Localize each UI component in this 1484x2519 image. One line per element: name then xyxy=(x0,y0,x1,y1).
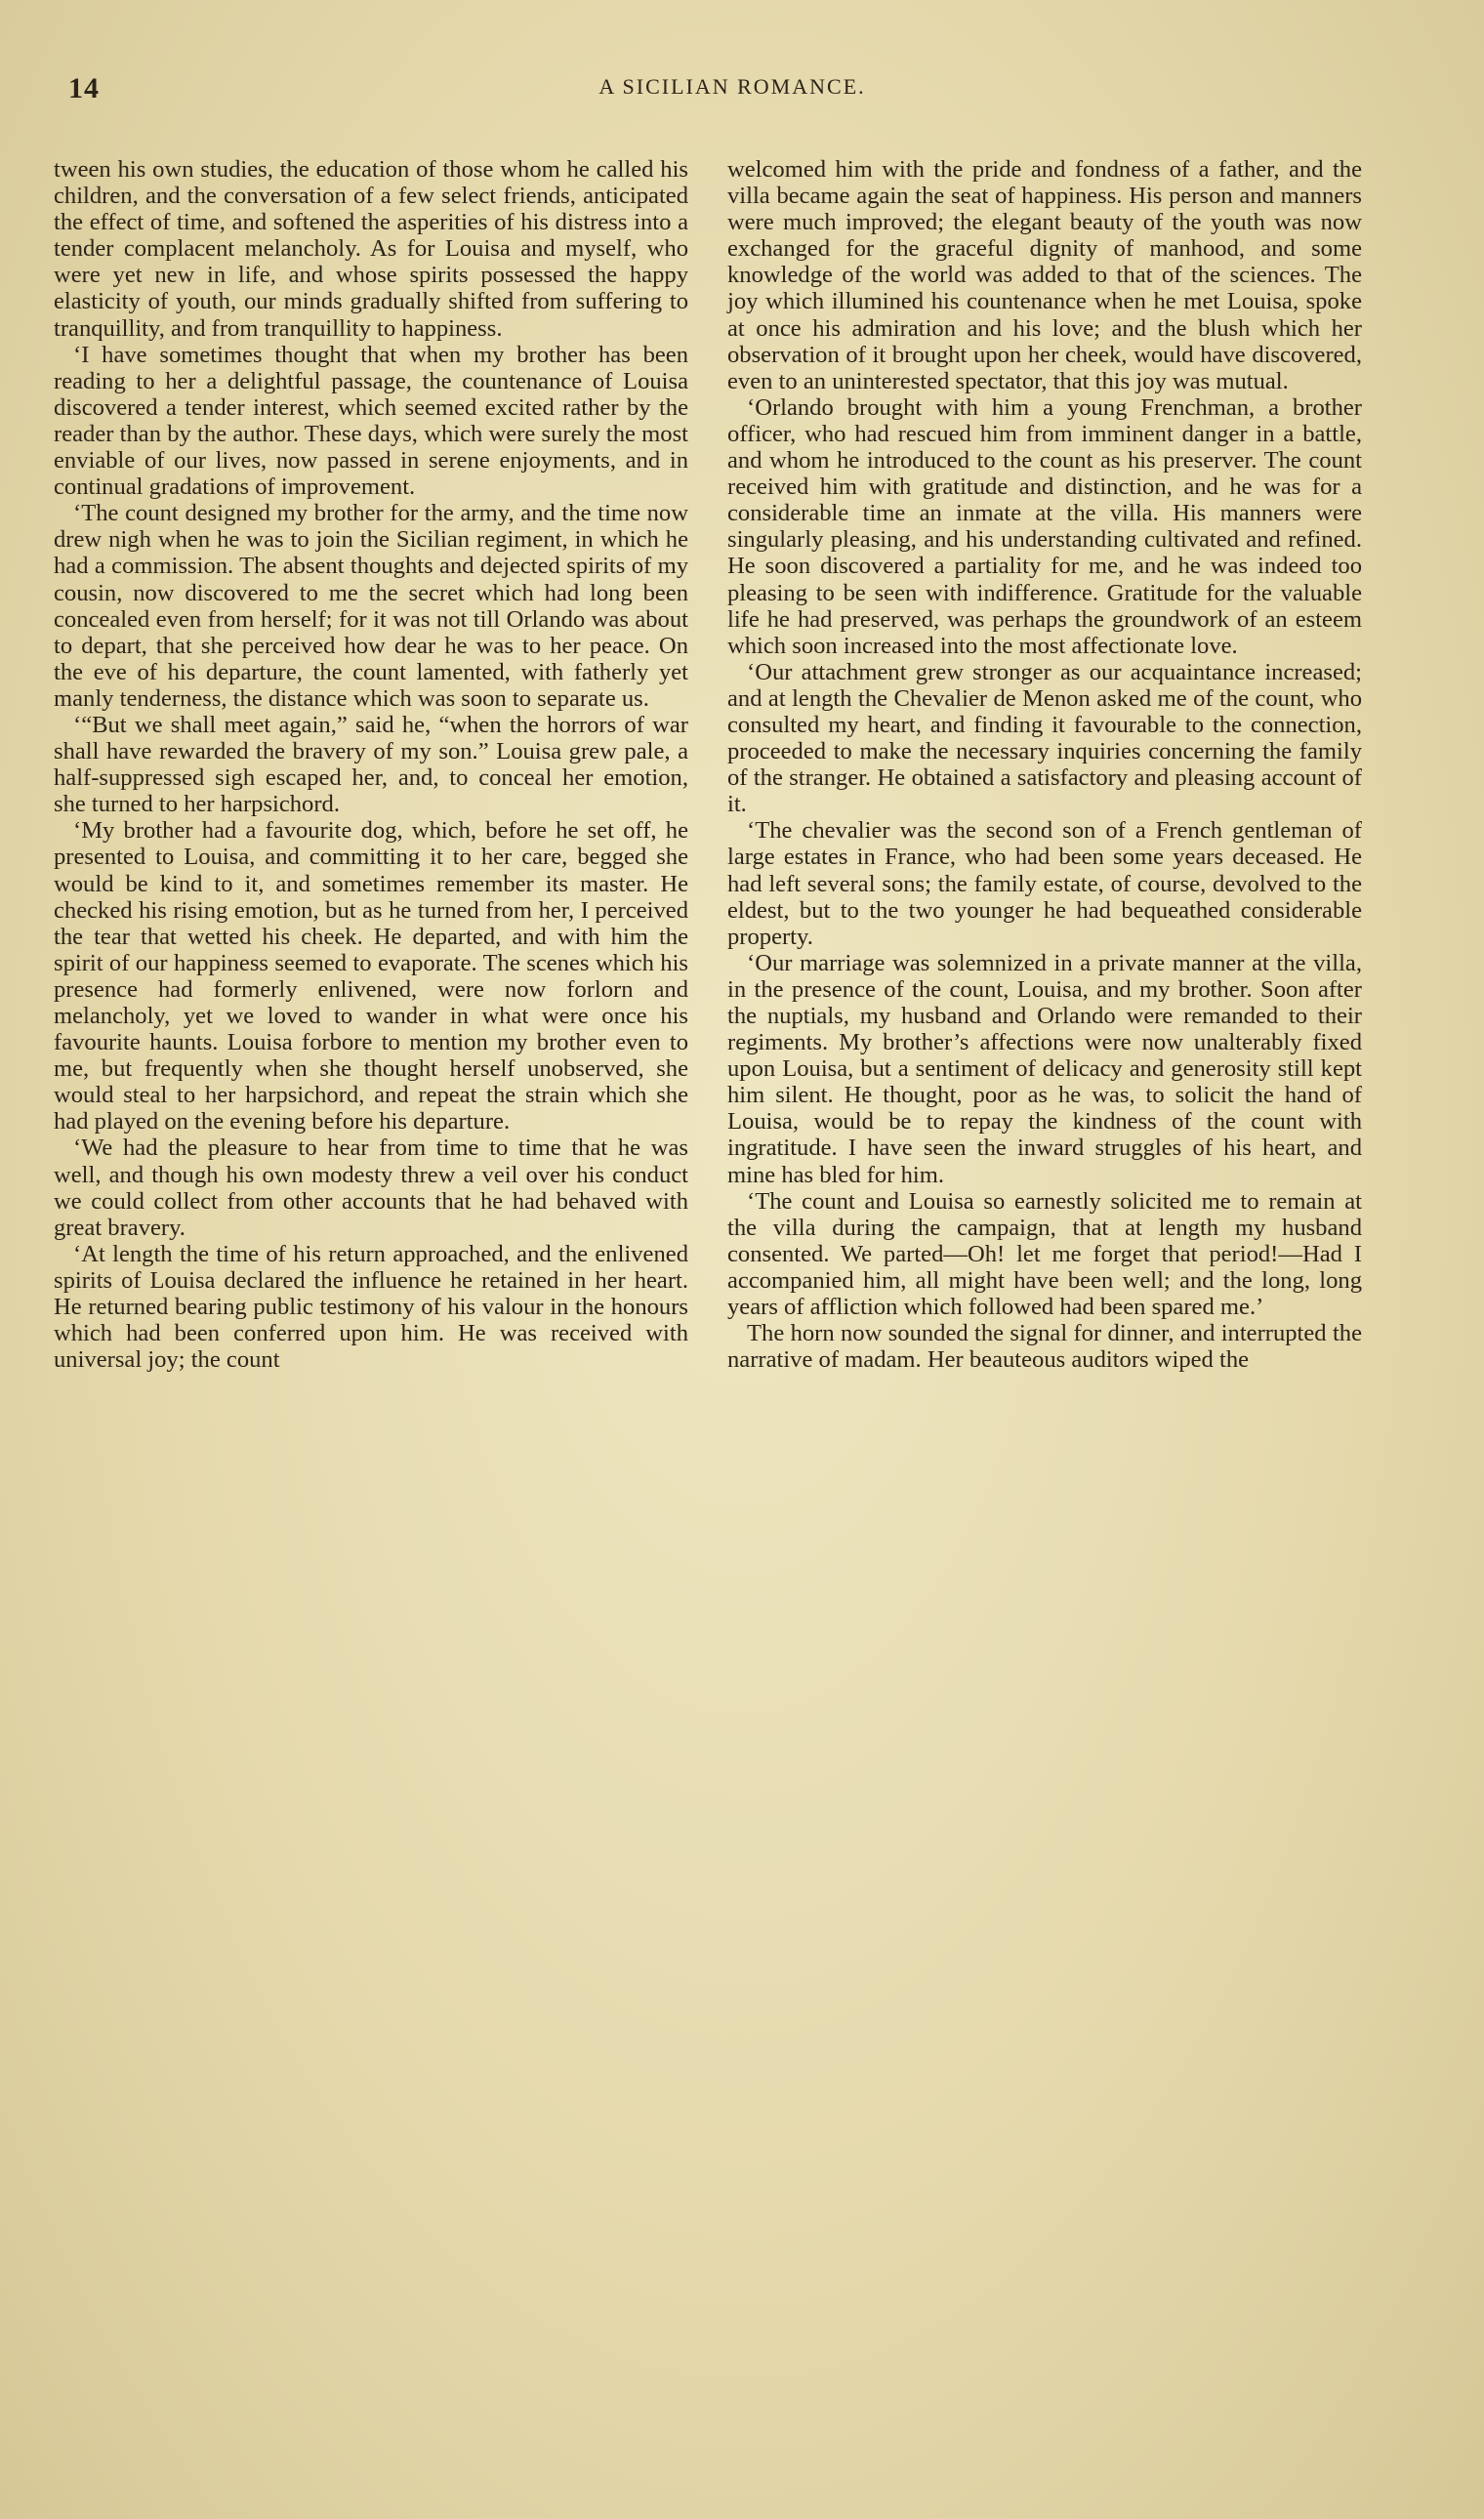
left-column xyxy=(54,156,688,1373)
paragraph: ‘My brother had a favourite dog, which, before he set off, he presented to Louisa, and committing it to her care, begged she would be kind to it, and sometimes remember its master. He checked his rising emotion, but as he turned from her, I perceived the tear that wetted his cheek. He departed, and with him the spirit of our happiness seemed to evaporate. The scenes which his presence had formerly enlivened, were now forlorn and melancholy, yet we loved to wander in what were once his favourite haunts. Louisa forbore to mention my brother even to me, but frequently when she thought herself unobserved, she would steal to her harpsichord, and repeat the strain which she had played on the evening before his departure. xyxy=(54,817,688,1136)
paragraph: welcomed him with the pride and fondness of a father, and the villa became again the seat of happiness. His person and manners were much improved; the elegant beauty of the youth was now exchanged for the graceful dignity of manhood, and some knowledge of the world was added to that of the sciences. The joy which illumined his countenance when he met Louisa, spoke at once his admiration and his love; and the blush which her observation of it brought upon her cheek, would have discovered, even to an uninterested spectator, that this joy was mutual. xyxy=(727,156,1362,394)
paragraph: tween his own studies, the education of those whom he called his children, and the conversation of a few select friends, anticipated the effect of time, and softened the asperities of his distress into a tender complacent melancholy. As for Louisa and myself, who were yet new in life, and whose spirits possessed the happy elasticity of youth, our minds gradually shifted from suffering to tranquillity, and from tranquillity to happiness. xyxy=(54,156,688,342)
paragraph: ‘Our marriage was solemnized in a private manner at the villa, in the presence of the count, Louisa, and my brother. Soon after the nuptials, my husband and Orlando were remanded to their regiments. My brother’s affections were now unalterably fixed upon Louisa, but a sentiment of delicacy and generosity still kept him silent. He thought, poor as he was, to solicit the hand of Louisa, would be to repay the kindness of the count with ingratitude. I have seen the inward struggles of his heart, and mine has bled for him. xyxy=(727,949,1362,1188)
paragraph: ‘The count and Louisa so earnestly solicited me to remain at the villa during the campaign, that at length my husband consented. We parted—Oh! let me forget that period!—Had I accompanied him, all might have been well; and the long, long years of affliction which followed had been spared me.’ xyxy=(727,1187,1362,1321)
page-number: 14 xyxy=(68,72,100,104)
paragraph: The horn now sounded the signal for dinner, and interrupted the narrative of madam. Her beauteous auditors wiped the xyxy=(727,1320,1362,1374)
paragraph: ‘Our attachment grew stronger as our acquaintance increased; and at length the Chevalier de Menon asked me of the count, who consulted my heart, and finding it favourable to the connection, proceeded to make the necessary inquiries concerning the family of the stranger. He obtained a satisfactory and pleasing account of it. xyxy=(727,658,1362,818)
paragraph: ‘Orlando brought with him a young Frenchman, a brother officer, who had rescued him from imminent danger in a battle, and whom he introduced to the count as his preserver. The count received him with gratitude and distinction, and he was for a considerable time an inmate at the villa. His manners were singularly pleasing, and his understanding cultivated and refined. He soon discovered a partiality for me, and he was indeed too pleasing to be seen with indifference. Gratitude for the valuable life he had preserved, was perhaps the groundwork of an esteem which soon increased into the most affectionate love. xyxy=(727,393,1362,659)
running-title: A SICILIAN ROMANCE. xyxy=(598,74,866,99)
paragraph: ‘“But we shall meet again,” said he, “when the horrors of war shall have rewarded the bravery of my son.” Louisa grew pale, a half-suppressed sigh escaped her, and, to conceal her emotion, she turned to her harpsichord. xyxy=(54,711,688,818)
paragraph: ‘I have sometimes thought that when my brother has been reading to her a delightful passage, the countenance of Louisa discovered a tender interest, which seemed excited rather by the reader than by the author. These days, which were surely the most enviable of our lives, now passed in serene enjoyments, and in continual gradations of improvement. xyxy=(54,341,688,501)
paragraph: ‘The chevalier was the second son of a French gentleman of large estates in France, who had been some years deceased. He had left several sons; the family estate, of course, devolved to the eldest, but to the two younger he had bequeathed considerable property. xyxy=(727,817,1362,950)
paragraph: ‘The count designed my brother for the army, and the time now drew nigh when he was to join the Sicilian regiment, in which he had a commission. The absent thoughts and dejected spirits of my cousin, now discovered to me the secret which had long been concealed even from herself; for it was not till Orlando was about to depart, that she perceived how dear he was to her peace. On the eve of his departure, the count lamented, with fatherly yet manly tenderness, the distance which was soon to separate us. xyxy=(54,500,688,712)
paragraph: ‘At length the time of his return approached, and the enlivened spirits of Louisa declared the influence he retained in her heart. He returned bearing public testimony of his valour in the honours which had been conferred upon him. He was received with universal joy; the count xyxy=(54,1240,688,1374)
right-column xyxy=(727,156,1362,1373)
paragraph: ‘We had the pleasure to hear from time to time that he was well, and though his own modesty threw a veil over his conduct we could collect from other accounts that he had behaved with great bravery. xyxy=(54,1135,688,1241)
page-header xyxy=(68,72,1396,111)
